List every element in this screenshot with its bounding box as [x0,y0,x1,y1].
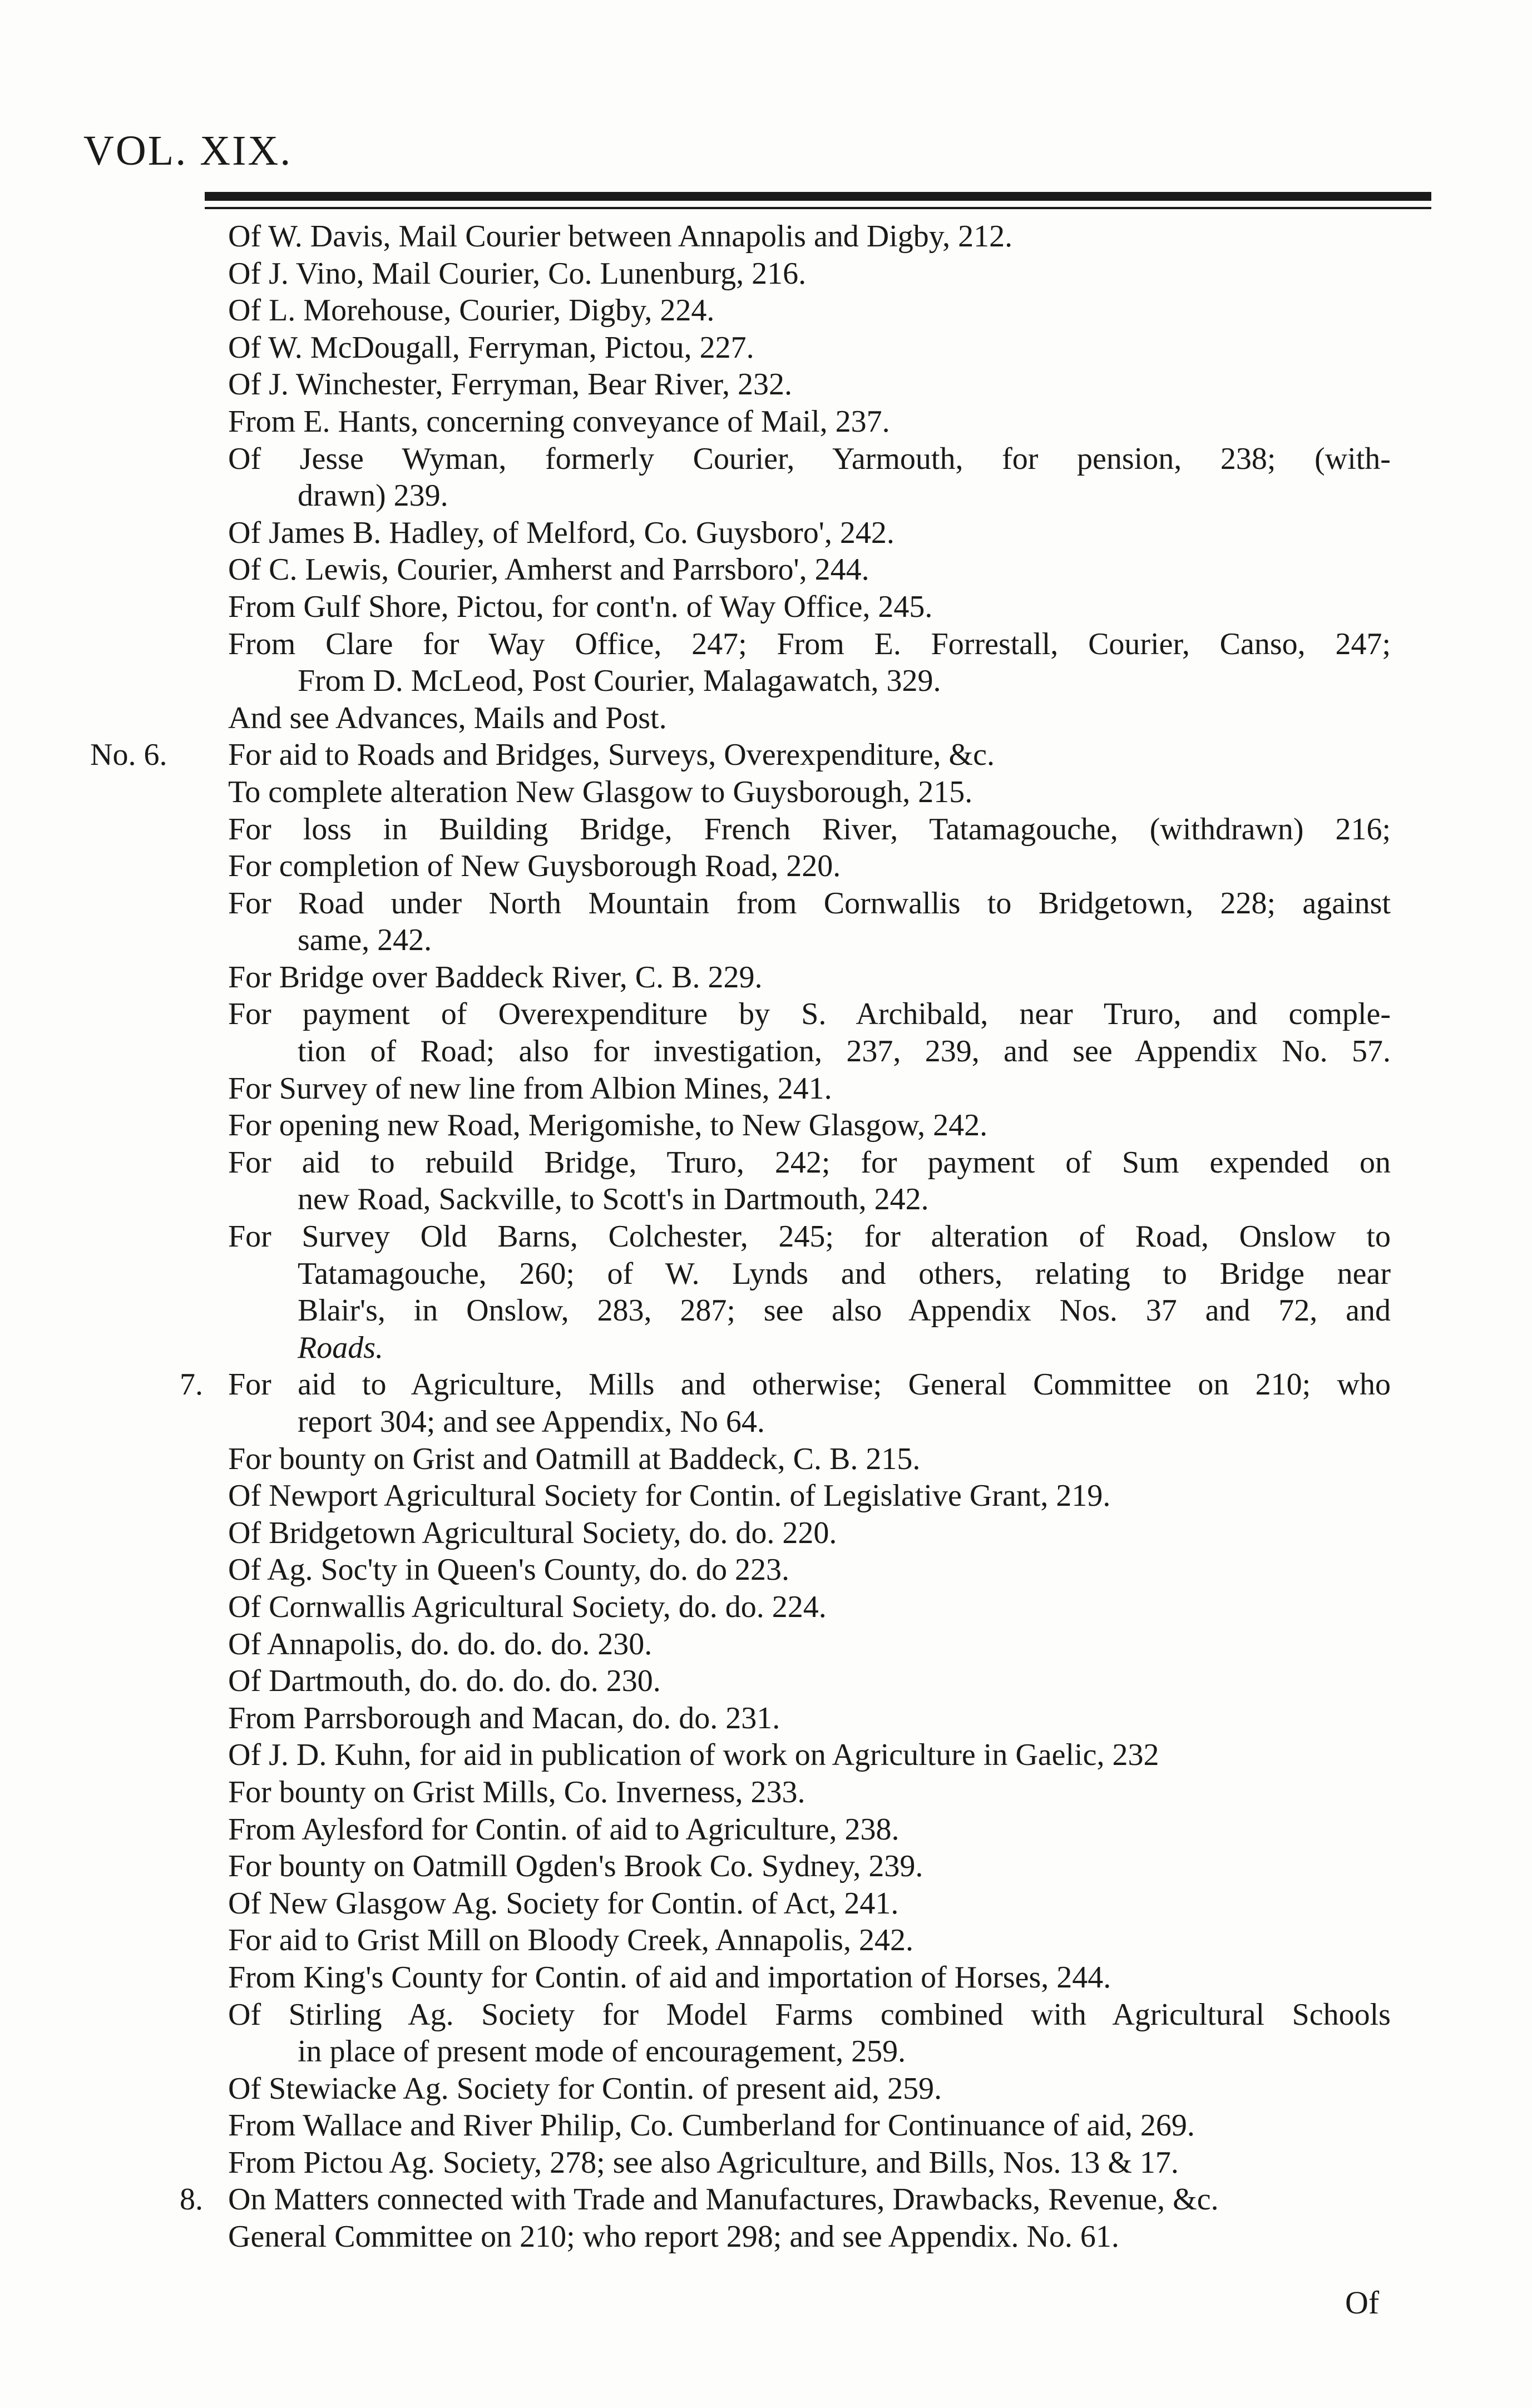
index-line: Of W. Davis, Mail Courier between Annapolis and Digby, 212. [228,219,1013,254]
index-line: Of Cornwallis Agricultural Society, do. do. 224. [228,1589,827,1624]
index-line: From Parrsborough and Macan, do. do. 231. [228,1700,780,1735]
section-number: No. 6. [90,738,167,773]
header-rule-thin [205,207,1431,209]
index-line: For completion of New Guysborough Road, 220. [228,849,841,884]
index-line: Roads. [298,1330,383,1365]
section-number: 8. [180,2182,203,2217]
index-line: From D. McLeod, Post Courier, Malagawatch, 329. [298,664,941,699]
index-line: For aid to rebuild Bridge, Truro, 242; for payment of Sum expended on [228,1145,1391,1180]
index-line: in place of present mode of encouragement, 259. [298,2034,906,2069]
catchword: Of [1345,2285,1380,2321]
index-line: tion of Road; also for investigation, 237, 239, and see Appendix No. 57. [298,1034,1391,1069]
index-line: report 304; and see Appendix, No 64. [298,1405,765,1439]
index-line: From Wallace and River Philip, Co. Cumberland for Continuance of aid, 269. [228,2108,1195,2143]
index-line: For bounty on Grist and Oatmill at Baddeck, C. B. 215. [228,1441,921,1476]
index-line: From Aylesford for Contin. of aid to Agriculture, 238. [228,1812,900,1847]
index-line: Of W. McDougall, Ferryman, Pictou, 227. [228,330,754,365]
index-line: From Gulf Shore, Pictou, for cont'n. of Way Office, 245. [228,589,933,624]
index-line: Of New Glasgow Ag. Society for Contin. of Act, 241. [228,1886,899,1921]
index-line: From Clare for Way Office, 247; From E. Forrestall, Courier, Canso, 247; [228,626,1391,661]
index-line-section: No. 6. For aid to Roads and Bridges, Surveys, Overexpenditure, &c. [0,736,1532,774]
index-line: For Survey Old Barns, Colchester, 245; for alteration of Road, Onslow to [228,1219,1391,1254]
index-line: For payment of Overexpenditure by S. Archibald, near Truro, and comple- [228,997,1391,1032]
index-line: From E. Hants, concerning conveyance of Mail, 237. [228,404,890,439]
index-line: For aid to Grist Mill on Bloody Creek, Annapolis, 242. [228,1923,913,1958]
volume-heading: VOL. XIX. [83,127,293,174]
index-line: For Road under North Mountain from Cornwallis to Bridgetown, 228; against [228,886,1391,921]
index-line: Of Stirling Ag. Society for Model Farms combined with Agricultural Schools [228,1997,1391,2032]
index-line: new Road, Sackville, to Scott's in Dartmouth, 242. [298,1182,929,1217]
index-line: For opening new Road, Merigomishe, to New Glasgow, 242. [228,1108,988,1143]
index-line: Of J. Winchester, Ferryman, Bear River, 232. [228,367,792,402]
section-number: 7. [180,1367,203,1402]
index-line: Of J. D. Kuhn, for aid in publication of work on Agriculture in Gaelic, 232 [228,1738,1159,1773]
index-line: same, 242. [298,923,432,958]
index-line: From Pictou Ag. Society, 278; see also Agriculture, and Bills, Nos. 13 & 17. [228,2145,1179,2180]
index-line-section: 7. For aid to Agriculture, Mills and otherwise; General Committee on 210; who [0,1366,1532,1403]
index-line: Tatamagouche, 260; of W. Lynds and others, relating to Bridge near [298,1256,1391,1291]
index-line-section: 8. On Matters connected with Trade and Manufactures, Drawbacks, Revenue, &c. [0,2181,1532,2218]
index-line: For Bridge over Baddeck River, C. B. 229. [228,960,763,995]
index-line: Of Stewiacke Ag. Society for Contin. of present aid, 259. [228,2071,942,2106]
index-line: drawn) 239. [298,478,448,513]
index-line: Of C. Lewis, Courier, Amherst and Parrsboro', 244. [228,552,869,587]
index-line: General Committee on 210; who report 298; and see Appendix. No. 61. [228,2219,1119,2254]
index-line: Of Ag. Soc'ty in Queen's County, do. do 223. [228,1552,789,1588]
index-line: Of L. Morehouse, Courier, Digby, 224. [228,293,715,328]
index-line: And see Advances, Mails and Post. [228,700,667,735]
index-line: Of Bridgetown Agricultural Society, do. do. 220. [228,1515,837,1550]
index-line: For loss in Building Bridge, French River, Tatamagouche, (withdrawn) 216; [228,812,1391,847]
header-rule-thick [205,192,1431,201]
index-line: For bounty on Oatmill Ogden's Brook Co. Sydney, 239. [228,1849,923,1884]
index-line: Of James B. Hadley, of Melford, Co. Guysboro', 242. [228,515,895,550]
index-line: Of Annapolis, do. do. do. do. 230. [228,1626,653,1662]
index-line: For Survey of new line from Albion Mines, 241. [228,1071,832,1106]
index-line: For bounty on Grist Mills, Co. Inverness, 233. [228,1774,805,1809]
index-line: Of Newport Agricultural Society for Contin. of Legislative Grant, 219. [228,1479,1111,1514]
index-line: Of J. Vino, Mail Courier, Co. Lunenburg, 216. [228,256,807,291]
index-line: Of Dartmouth, do. do. do. do. 230. [228,1664,661,1699]
index-line: To complete alteration New Glasgow to Guysborough, 215. [228,774,973,809]
index-body [0,218,1532,2256]
index-line: Blair's, in Onslow, 283, 287; see also Appendix Nos. 37 and 72, and [298,1293,1391,1328]
index-line: From King's County for Contin. of aid and importation of Horses, 244. [228,1960,1111,1995]
index-line: Of Jesse Wyman, formerly Courier, Yarmouth, for pension, 238; (with- [228,441,1391,476]
